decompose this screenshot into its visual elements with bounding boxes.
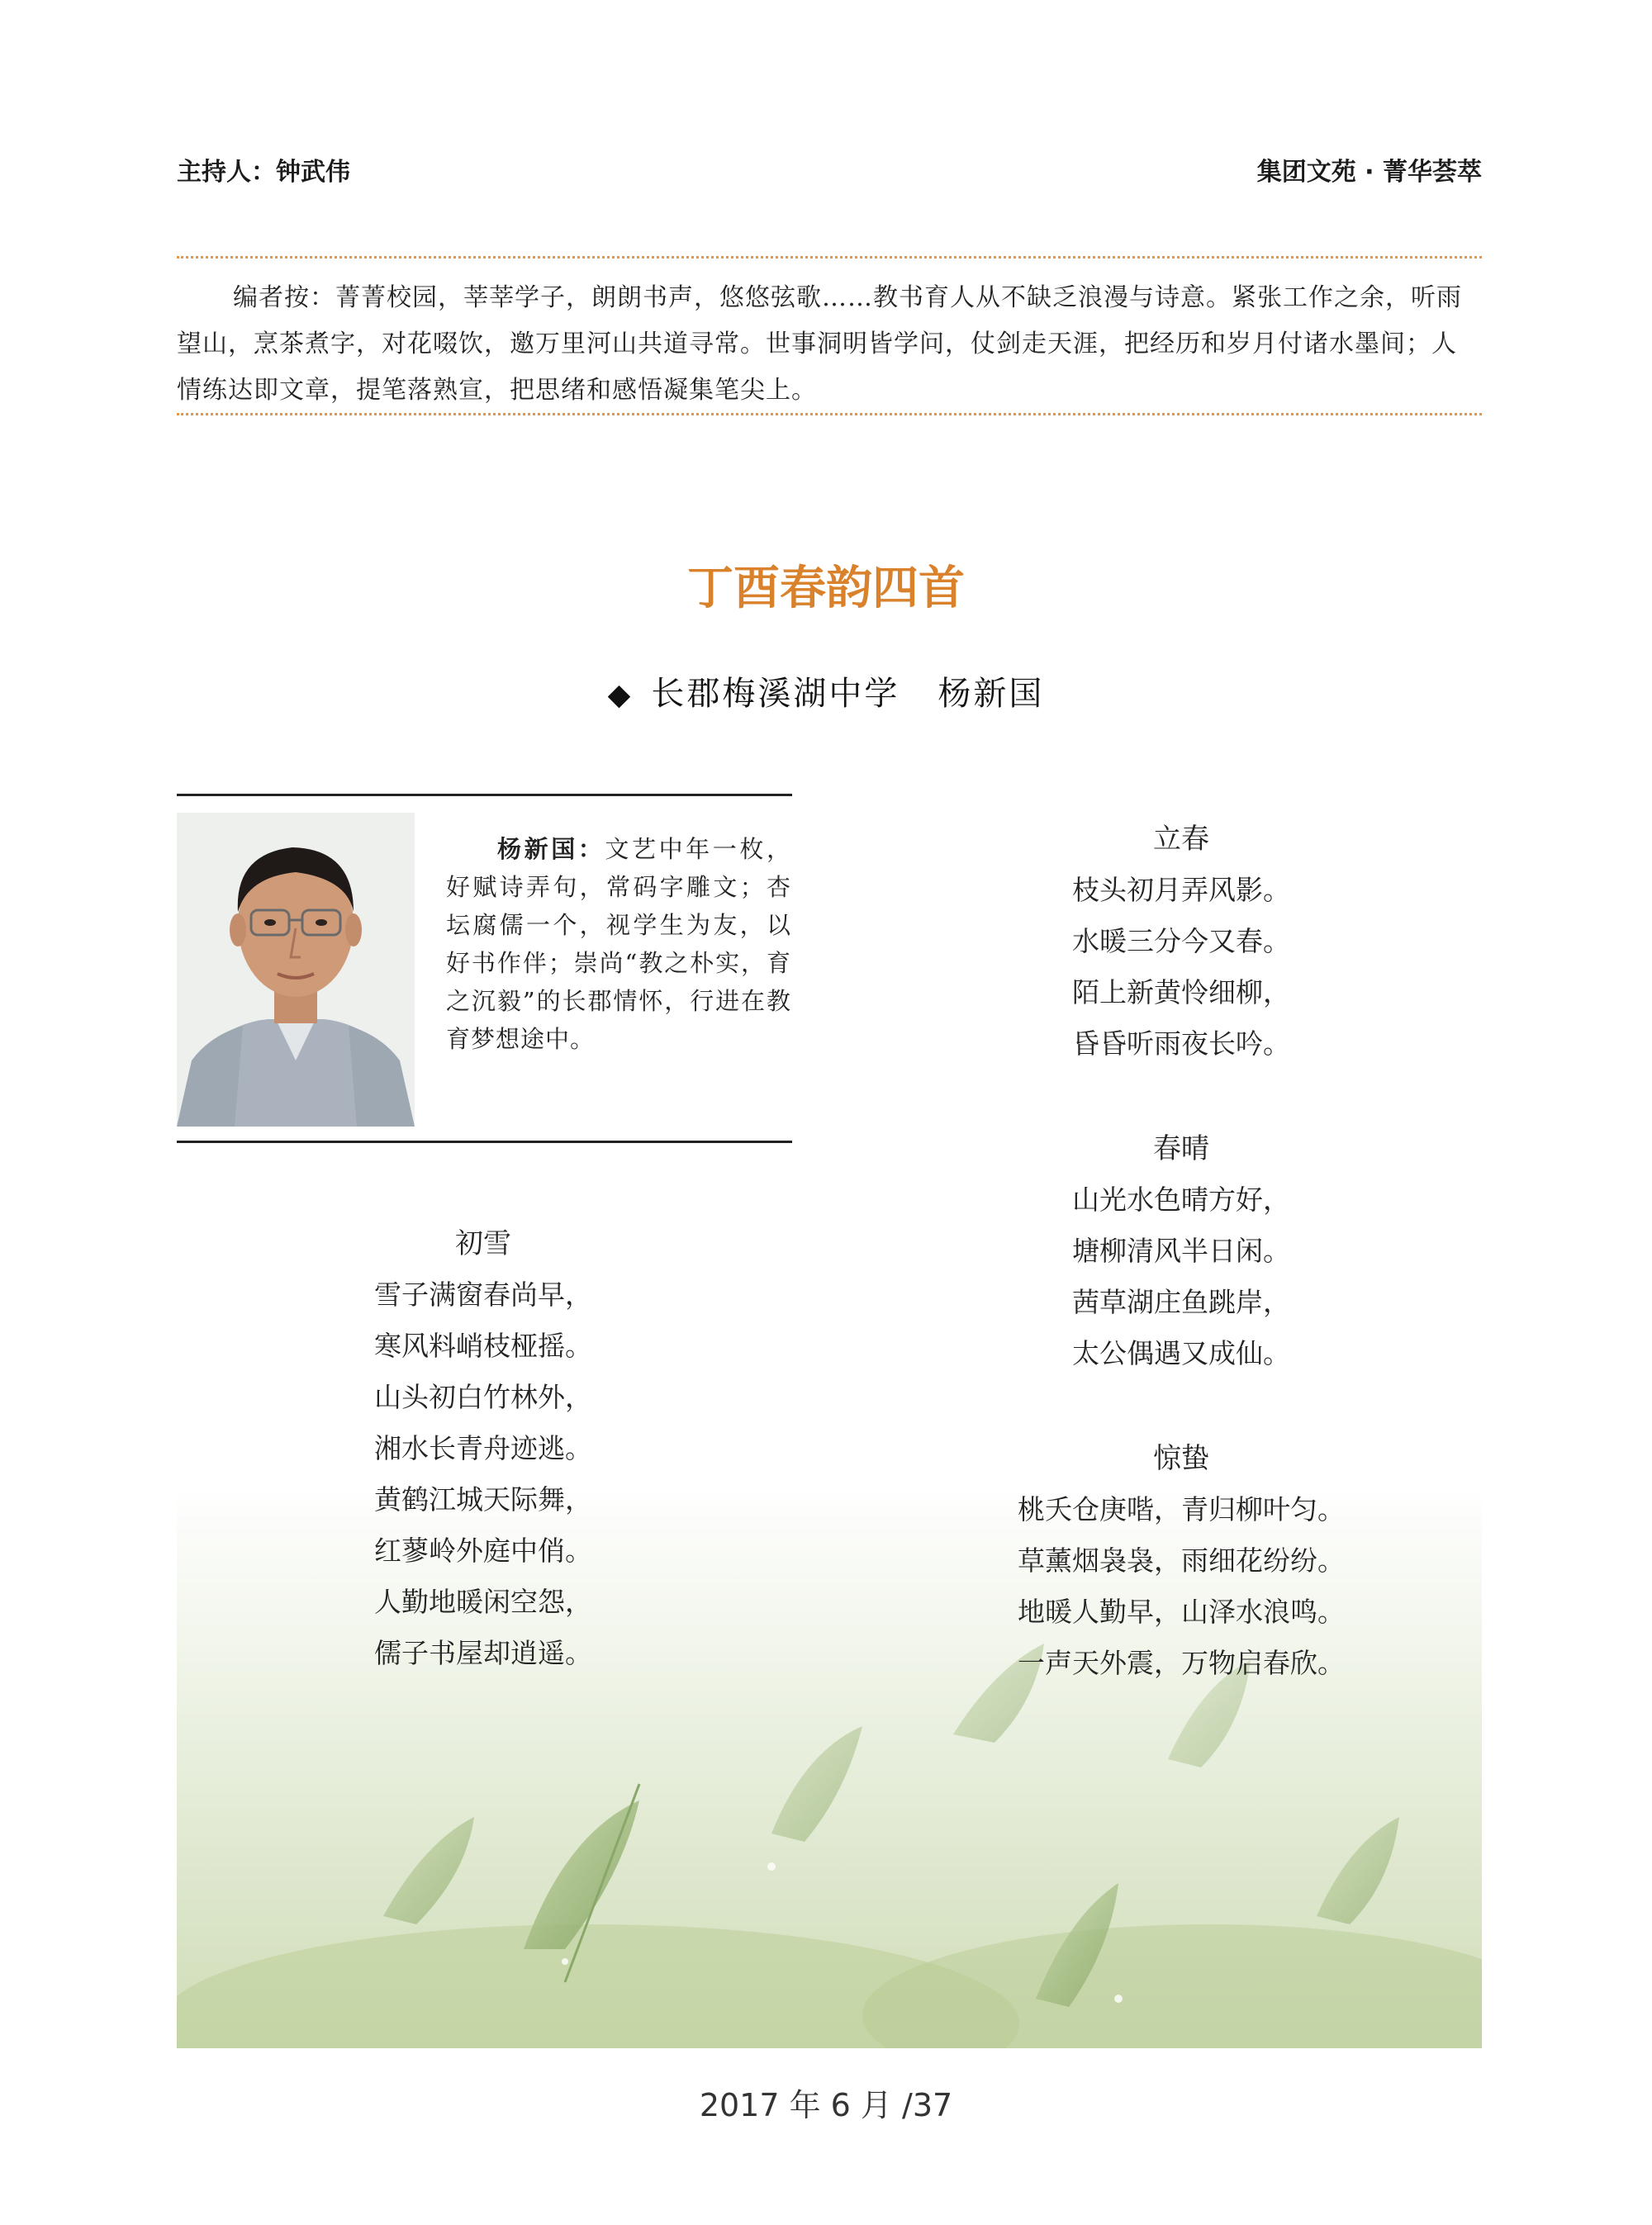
poem-line: 塘柳清风半日闲。: [1072, 1235, 1290, 1267]
article-title: 丁酉春韵四首: [687, 561, 965, 615]
author-portrait: [177, 813, 415, 1127]
page-footer: 2017 年 6 月 /37: [699, 2087, 953, 2123]
poem-line: 太公偶遇又成仙。: [1072, 1337, 1290, 1369]
poem-line: 人勤地暖闲空怨，: [374, 1586, 592, 1618]
editor-note: 编者按：菁菁校园，莘莘学子，朗朗书声，悠悠弦歌……教书育人从不缺乏浪漫与诗意。紧张工作之余，听雨望山，烹茶煮字，对花啜饮，邀万里河山共道寻常。世事洞明皆学问，仗剑走天涯，把经历和岁月付诸水墨间；人情练达即文章，提笔落熟宣，把思绪和感悟凝集笔尖上。: [177, 283, 1462, 405]
top-dotted-rule: [177, 256, 1482, 259]
poem-line: 水暖三分今又春。: [1072, 925, 1290, 957]
bio-text: 文艺中年一枚，好赋诗弄句，常码字雕文；杏坛腐儒一个，视学生为友，以好书作伴；崇尚“教之朴实，育之沉毅”的长郡情怀，行进在教育梦想途中。: [446, 835, 791, 1053]
poem-line: 一声天外震，万物启春欣。: [1018, 1647, 1345, 1679]
author-box-bottom-rule: [177, 1141, 792, 1143]
poem-line: 枝头初月弄风影。: [1072, 874, 1290, 906]
author-bio: [446, 830, 791, 1058]
poem-line: 湘水长青舟迹逃。: [374, 1432, 592, 1464]
bio-name: 杨新国：: [497, 835, 605, 863]
poem-chunqing: [1016, 1123, 1346, 1379]
portrait-image: [177, 813, 415, 1127]
poem-line: 桃夭仓庚喈，青归柳叶匀。: [1018, 1493, 1345, 1525]
poem-title: 初雪: [455, 1227, 511, 1260]
poem-title: 立春: [1153, 823, 1209, 856]
poem-line: 黄鹤江城天际舞，: [374, 1483, 592, 1516]
poem-line: 雪子满窗春尚早，: [374, 1279, 592, 1311]
poem-line: 草薰烟袅袅，雨细花纷纷。: [1018, 1544, 1345, 1577]
poem-line: 昏昏听雨夜长吟。: [1072, 1027, 1290, 1060]
author-school: 长郡梅溪湖中学: [651, 675, 900, 713]
poem-line: 寒风料峭枝桠摇。: [374, 1330, 592, 1362]
poem-line: 山光水色晴方好，: [1072, 1184, 1290, 1216]
poem-title: 惊蛰: [1153, 1442, 1209, 1475]
byline: [0, 667, 1652, 714]
poem-chuxue: [322, 1218, 644, 1679]
host-label: 主持人：钟武伟: [177, 158, 350, 187]
author-name: 杨新国: [938, 675, 1045, 713]
poem-title: 春晴: [1153, 1132, 1209, 1165]
diamond-bullet-icon: ◆: [607, 678, 634, 712]
poem-line: 茜草湖庄鱼跳岸，: [1072, 1286, 1290, 1318]
bottom-dotted-rule: [177, 413, 1482, 415]
poem-line: 陌上新黄怜细柳，: [1072, 976, 1290, 1008]
poem-line: 山头初白竹林外，: [374, 1381, 592, 1413]
poem-line: 红蓼岭外庭中俏。: [374, 1535, 592, 1567]
poem-line: 儒子书屋却逍遥。: [374, 1637, 592, 1669]
poem-jingzhe: [975, 1433, 1388, 1689]
author-box-top-rule: [177, 794, 792, 796]
poem-line: 地暖人勤早，山泽水浪鸣。: [1018, 1596, 1345, 1628]
column-label: 集团文苑 · 菁华荟萃: [1256, 158, 1482, 187]
poem-lichun: [1016, 814, 1346, 1070]
